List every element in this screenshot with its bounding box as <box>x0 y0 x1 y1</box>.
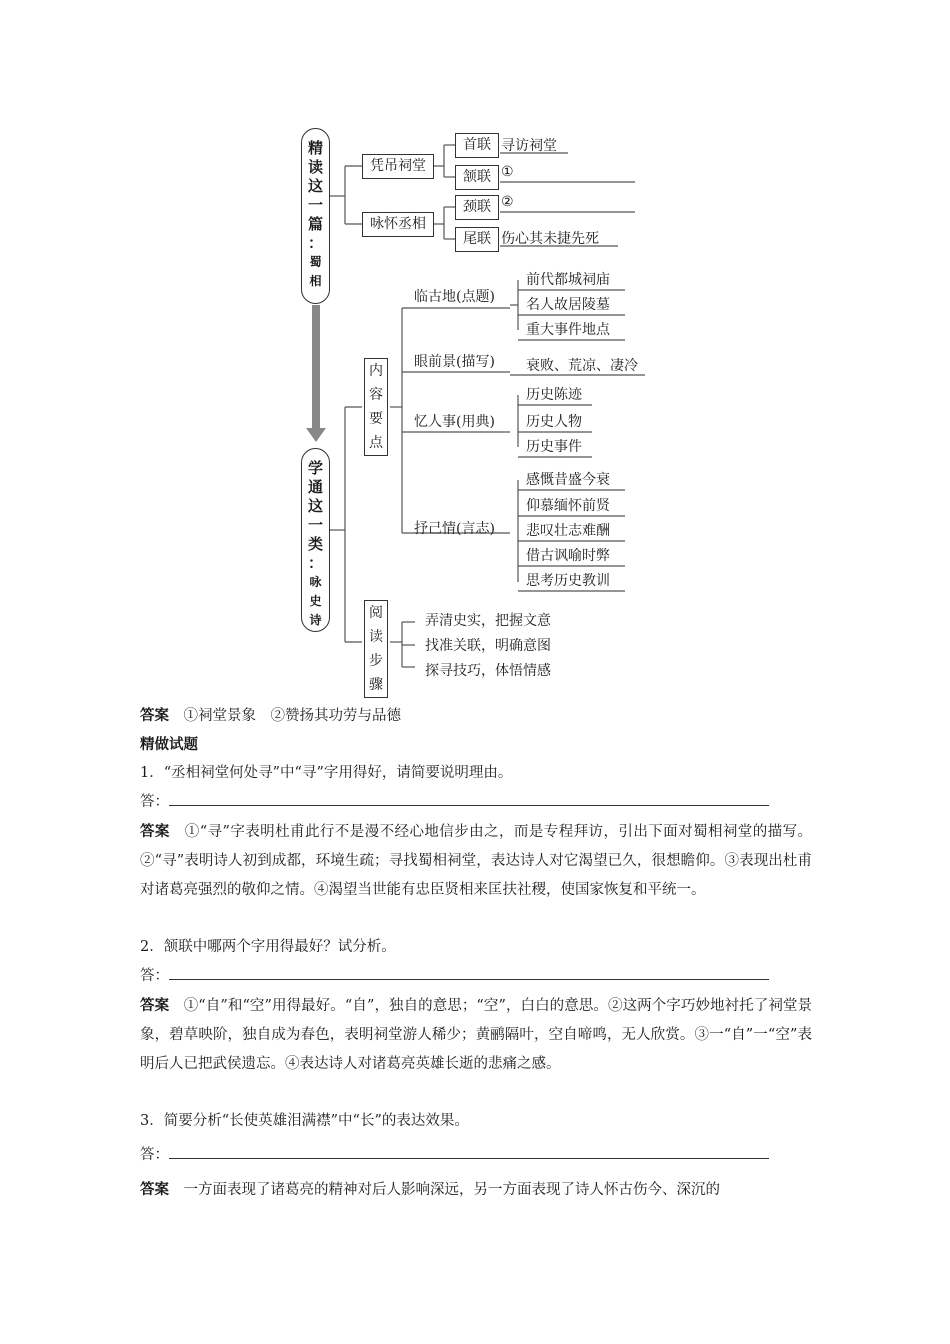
answer-blank[interactable] <box>169 1146 769 1159</box>
answer-prefix: 答： <box>140 1147 169 1163</box>
branch-box: 凭吊祠堂 <box>362 154 434 179</box>
answer-prefix: 答： <box>140 794 169 810</box>
vbox-char: 容 <box>369 387 383 403</box>
vbox-char: 读 <box>369 629 383 645</box>
pill-char: 篇 <box>307 215 323 233</box>
answer-line <box>140 1141 812 1170</box>
answer-prefix: 答： <box>140 968 169 984</box>
answer-line <box>140 788 812 817</box>
question-1: 1．“丞相祠堂何处寻”中“寻”字用得好，请简要说明理由。 <box>140 765 513 781</box>
group-item: 历史事件 <box>526 439 582 455</box>
group-item: 借古讽喻时弊 <box>526 548 610 564</box>
answer-text: ①“自”和“空”用得最好。“自”，独自的意思；“空”，白白的意思。②这两个字巧妙地衬托了祠堂景象，碧草映阶，独自成为春色，表明祠堂游人稀少；黄鹂隔叶，空自啼鸣，无人欣赏。③一“自”一“空”表明后人已把武侯遗忘。④表达诗人对诸葛亮英雄长逝的悲痛之感。 <box>140 998 812 1072</box>
pill-sub-char: 史 <box>309 594 322 608</box>
vbox-char: 骤 <box>369 677 383 693</box>
answer-block <box>140 701 812 731</box>
answer-blank[interactable] <box>169 793 769 806</box>
pill-char: ： <box>307 234 323 252</box>
branch-box: 咏怀丞相 <box>362 212 434 237</box>
answer-block <box>140 991 812 1079</box>
pill-char: 一 <box>307 196 323 214</box>
vbox-char: 内 <box>369 363 383 379</box>
pill-char: 这 <box>307 497 323 515</box>
vbox-char: 点 <box>369 435 383 451</box>
answer-label: 答案 <box>140 707 169 724</box>
answer-label: 答案 <box>140 997 170 1014</box>
group-item: 感慨昔盛今衰 <box>526 472 610 488</box>
group-label: 忆人事(用典) <box>414 414 495 430</box>
tag-text: 伤心其未捷先死 <box>501 231 599 247</box>
step-item: 探寻技巧，体悟情感 <box>425 663 551 679</box>
pill-char: 精 <box>307 139 323 157</box>
question-3: 3．简要分析“长使英雄泪满襟”中“长”的表达效果。 <box>140 1113 469 1129</box>
group-item: 名人故居陵墓 <box>526 297 610 313</box>
answer-text: 一方面表现了诸葛亮的精神对后人影响深远，另一方面表现了诗人怀古伤今、深沉的 <box>183 1182 720 1198</box>
pill-char: 这 <box>307 177 323 195</box>
group-item: 重大事件地点 <box>526 322 610 338</box>
group-label: 抒己情(言志) <box>414 521 495 537</box>
group-item: 前代都城祠庙 <box>526 272 610 288</box>
group-item: 思考历史教训 <box>526 573 610 589</box>
group-item: 历史人物 <box>526 414 582 430</box>
group-item: 衰败、荒凉、凄冷 <box>526 358 638 374</box>
pill-sub-char: 诗 <box>309 613 322 627</box>
pill-char: 类 <box>307 535 323 553</box>
group-item: 悲叹壮志难酬 <box>526 523 610 539</box>
pill-char: 学 <box>307 459 323 477</box>
pill-char: 通 <box>307 478 323 496</box>
blank-marker: ② <box>501 194 514 210</box>
blank-marker: ① <box>501 164 514 180</box>
step-item: 找准关联，明确意图 <box>425 638 551 654</box>
answer-label: 答案 <box>140 1181 169 1198</box>
group-label: 临古地(点题) <box>414 289 495 305</box>
group-label: 眼前景(描写) <box>414 354 495 370</box>
section-title: 精做试题 <box>140 736 198 753</box>
content-points-box <box>364 358 388 456</box>
answer-line <box>140 962 812 991</box>
answer-text: ①“寻”字表明杜甫此行不是漫不经心地信步由之，而是专程拜访，引出下面对蜀相祠堂的描写。②“寻”表明诗人初到成都，环境生疏；寻找蜀相祠堂，表达诗人对它渴望已久，很想瞻仰。③表现出杜甫对诸葛亮强烈的敬仰之情。④渴望当世能有忠臣贤相来匡扶社稷，使国家恢复和平统一。 <box>140 824 813 898</box>
reading-steps-box <box>364 600 388 698</box>
question-2: 2．颔联中哪两个字用得最好？试分析。 <box>140 939 396 955</box>
vbox-char: 要 <box>369 411 383 427</box>
tag-box: 尾联 <box>455 227 499 252</box>
pill-char: 读 <box>307 158 323 176</box>
pill-sub-char: 咏 <box>309 575 322 589</box>
answer-blank[interactable] <box>169 967 769 980</box>
vbox-char: 步 <box>369 653 383 669</box>
vbox-char: 阅 <box>369 605 383 621</box>
category-pill <box>301 448 330 632</box>
tag-box: 首联 <box>455 133 499 158</box>
close-reading-pill <box>301 128 330 304</box>
tag-text: 寻访祠堂 <box>501 138 557 154</box>
pill-sub-char: 蜀 <box>309 255 322 269</box>
group-item: 仰慕缅怀前贤 <box>526 498 610 514</box>
pill-char: ： <box>307 554 323 572</box>
answer-block <box>140 817 812 905</box>
answer-label: 答案 <box>140 823 170 840</box>
tag-box: 颔联 <box>455 165 499 190</box>
group-item: 历史陈迹 <box>526 387 582 403</box>
answer-block <box>140 1175 812 1205</box>
answer-text: ①祠堂景象 ②赞扬其功劳与品德 <box>183 708 401 724</box>
pill-sub-char: 相 <box>309 274 322 288</box>
pill-char: 一 <box>307 516 323 534</box>
step-item: 弄清史实，把握文意 <box>425 613 551 629</box>
tag-box: 颈联 <box>455 195 499 220</box>
